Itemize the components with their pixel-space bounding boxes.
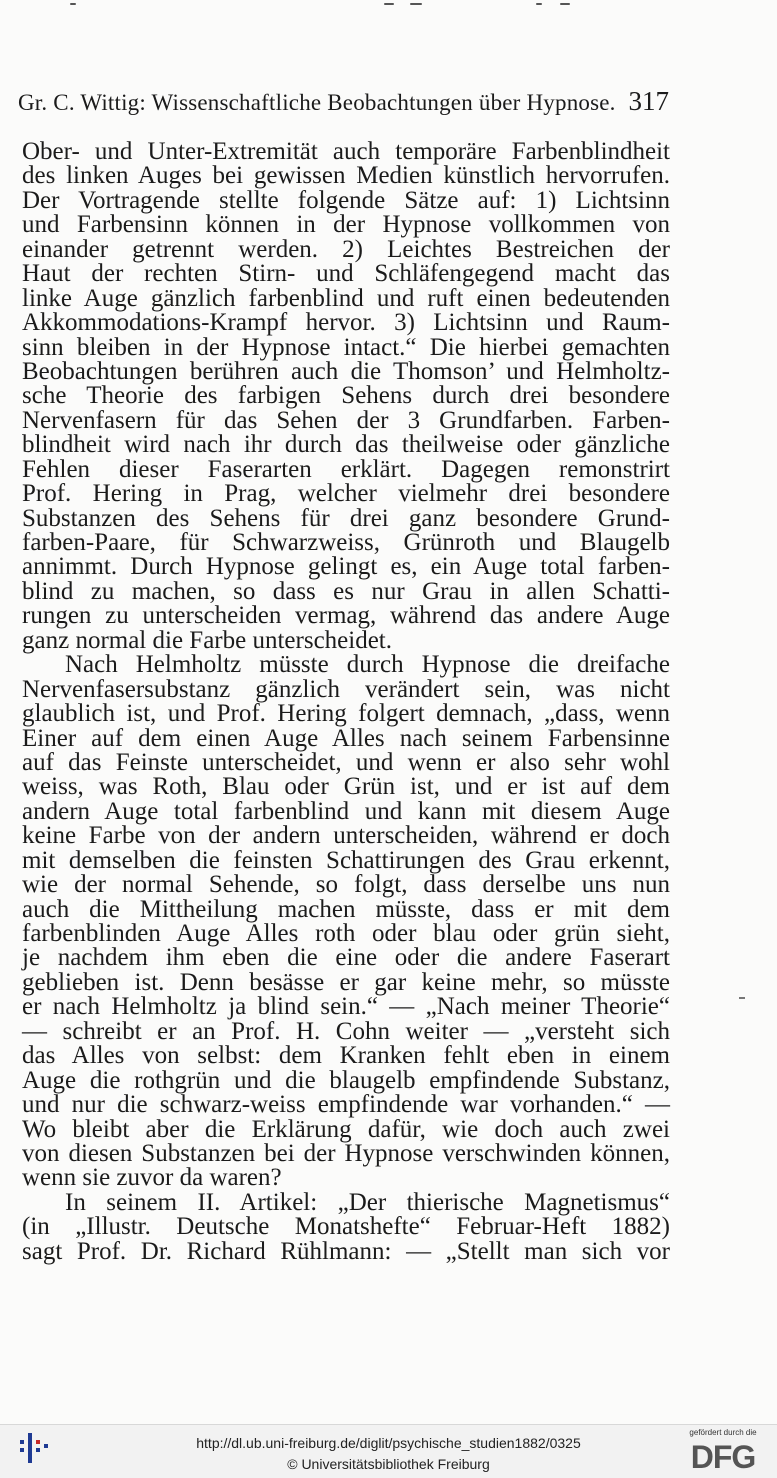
- text-line: wenn sie zuvor da waren?: [22, 1164, 282, 1192]
- text-line: weiss, was Roth, Blau oder Grün ist, und er ist auf dem: [22, 773, 670, 801]
- text-line: farben-Paare, für Schwarzweiss, Grünroth und Blaugelb: [22, 529, 670, 556]
- page-number: 317: [628, 86, 669, 116]
- text-line: Haut der rechten Stirn- und Schläfengegend macht das: [22, 260, 670, 288]
- text-line: Nervenfasersubstanz gänzlich verändert sein, was nicht: [22, 675, 670, 703]
- footer-copyright: © Universitätsbibliothek Freiburg: [287, 1456, 490, 1472]
- footer-url-link[interactable]: http://dl.ub.uni-freiburg.de/diglit/psychische_studien1882/0325: [196, 1435, 581, 1451]
- text-line: linke Auge gänzlich farbenblind und ruft einen bedeutenden: [22, 284, 670, 312]
- body-text: [22, 140, 670, 1264]
- text-line: Der Vortragende stellte folgende Sätze auf: 1) Lichtsinn: [22, 186, 670, 214]
- text-line: auch die Mittheilung machen müsste, dass er mit dem: [22, 895, 670, 923]
- text-line: und Farbensinn können in der Hypnose vollkommen von: [22, 211, 670, 239]
- text-line: von diesen Substanzen bei der Hypnose verschwinden können,: [22, 1139, 670, 1167]
- text-line: blind zu machen, so dass es nur Grau in allen Schatti-: [22, 577, 670, 605]
- text-line: farbenblinden Auge Alles roth oder blau oder grün sieht,: [22, 920, 670, 947]
- text-line: Nervenfasern für das Sehen der 3 Grundfarben. Farben-: [22, 406, 670, 434]
- text-line: des linken Auges bei gewissen Medien künstlich hervorrufen.: [22, 162, 670, 190]
- text-line: andern Auge total farbenblind und kann mit diesem Auge: [22, 797, 670, 825]
- text-line: und nur die schwarz-weiss empfindende war vorhanden.“ —: [22, 1091, 670, 1119]
- dfg-logo-mark: DFG: [690, 1439, 756, 1475]
- library-logo-icon: [14, 1430, 54, 1468]
- text-line: mit demselben die feinsten Schattirungen des Grau erkennt,: [22, 846, 670, 874]
- running-head: Gr. C. Wittig: Wissenschaftliche Beobachtungen über Hypnose.: [18, 90, 616, 115]
- text-line: ganz normal die Farbe unterscheidet.: [22, 626, 392, 654]
- scan-edge-marks: [0, 0, 777, 12]
- text-line: annimmt. Durch Hypnose gelingt es, ein Auge total farben-: [22, 553, 670, 581]
- text-line: das Alles von selbst: dem Kranken fehlt eben in einem: [22, 1042, 670, 1070]
- text-line: (in „Illustr. Deutsche Monatshefte“ Februar-Heft 1882): [22, 1213, 670, 1241]
- text-line: In seinem II. Artikel: „Der thierische Magnetismus“: [65, 1188, 670, 1216]
- text-line: Nach Helmholtz müsste durch Hypnose die dreifache: [65, 651, 670, 679]
- text-line: rungen zu unterscheiden vermag, während das andere Auge: [22, 602, 670, 630]
- text-line: Ober- und Unter-Extremität auch temporäre Farbenblindheit: [22, 138, 670, 165]
- margin-mark: [739, 997, 745, 999]
- dfg-caption: gefördert durch die: [689, 1428, 757, 1437]
- text-line: Substanzen des Sehens für drei ganz besondere Grund-: [22, 504, 670, 532]
- text-line: sagt Prof. Dr. Richard Rühlmann: — „Stellt man sich vor: [22, 1237, 670, 1265]
- text-line: Prof. Hering in Prag, welcher vielmehr drei besondere: [22, 480, 670, 508]
- text-line: Auge die rothgrün und die blaugelb empfindende Substanz,: [22, 1066, 670, 1094]
- text-line: sinn bleiben in der Hypnose intact.“ Die hierbei gemachten: [22, 333, 670, 361]
- text-line: je nachdem ihm eben die eine oder die andere Faserart: [22, 944, 670, 972]
- text-line: Akkommodations-Krampf hervor. 3) Lichtsinn und Raum-: [22, 309, 670, 337]
- text-line: er nach Helmholtz ja blind sein.“ — „Nach meiner Theorie“: [22, 993, 670, 1021]
- dfg-logo: [689, 1428, 767, 1474]
- text-line: glaublich ist, und Prof. Hering folgert demnach, „dass, wenn: [22, 700, 670, 728]
- text-line: — schreibt er an Prof. H. Cohn weiter — „versteht sich: [22, 1017, 670, 1045]
- text-line: blindheit wird nach ihr durch das theilweise oder gänzliche: [22, 431, 670, 459]
- text-line: auf das Feinste unterscheidet, und wenn er also sehr wohl: [22, 748, 670, 776]
- text-line: Einer auf dem einen Auge Alles nach seinem Farbensinne: [22, 724, 670, 752]
- text-line: Fehlen dieser Faserarten erklärt. Dagegen remonstrirt: [22, 455, 670, 483]
- text-line: wie der normal Sehende, so folgt, dass derselbe uns nun: [22, 871, 670, 899]
- footer-bar: [0, 1424, 777, 1478]
- text-line: einander getrennt werden. 2) Leichtes Bestreichen der: [22, 235, 670, 263]
- text-line: Wo bleibt aber die Erklärung dafür, wie doch auch zwei: [22, 1115, 670, 1143]
- text-line: Beobachtungen berühren auch die Thomson’ und Helmholtz-: [22, 357, 670, 385]
- text-line: keine Farbe von der andern unterscheiden, während er doch: [22, 822, 670, 850]
- text-line: geblieben ist. Denn besässe er gar keine mehr, so müsste: [22, 968, 670, 996]
- text-line: sche Theorie des farbigen Sehens durch drei besondere: [22, 382, 670, 410]
